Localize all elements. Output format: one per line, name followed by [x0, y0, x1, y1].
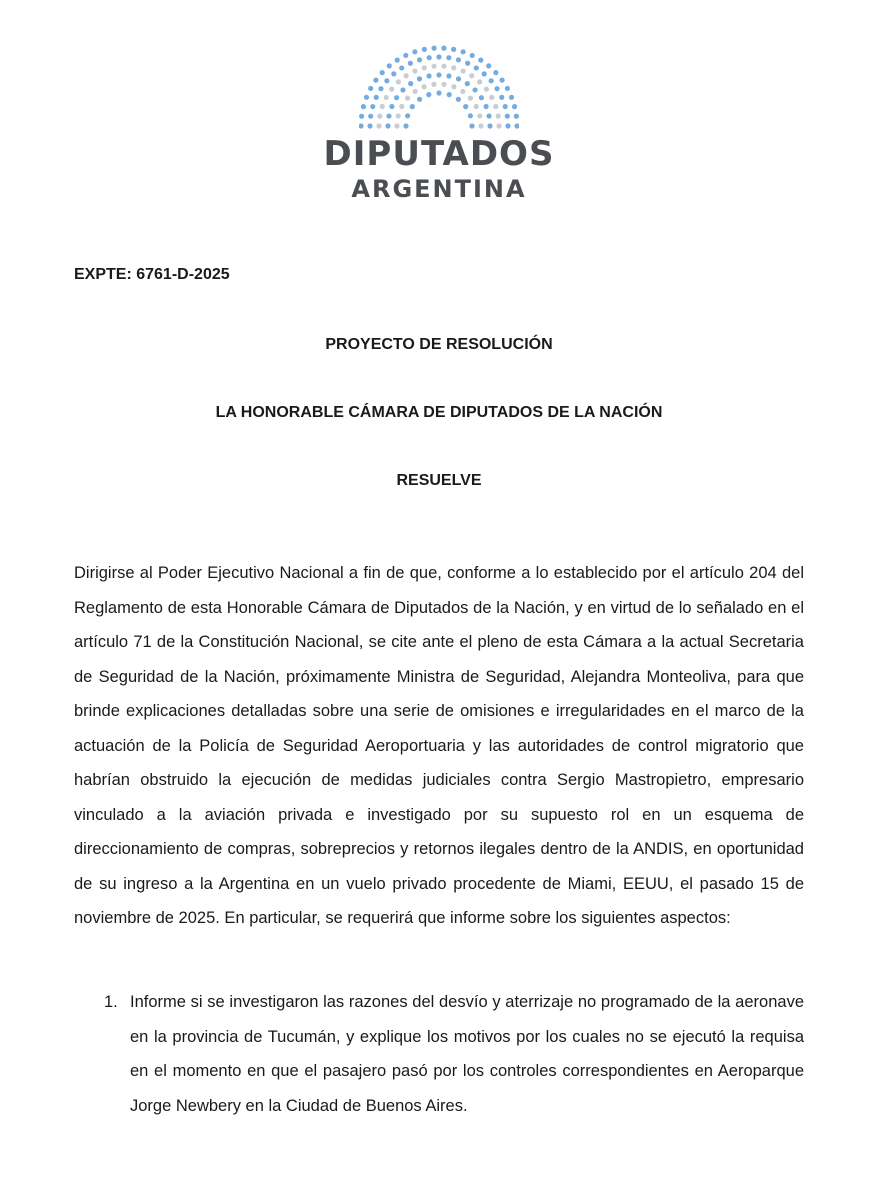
hemicycle-dot: [410, 104, 415, 109]
hemicycle-dot: [465, 61, 470, 66]
hemicycle-dot: [364, 95, 369, 100]
hemicycle-dot: [451, 47, 456, 52]
hemicycle-dot: [436, 72, 441, 77]
hemicycle-dot: [391, 71, 396, 76]
hemicycle-dot: [431, 64, 436, 69]
hemicycle-dot: [436, 54, 441, 59]
hemicycle-dot: [359, 114, 364, 119]
hemicycle-dot: [503, 104, 508, 109]
hemicycle-dot: [493, 70, 498, 75]
list-item-text: Informe si se investigaron las razones del desvío y aterrizaje no programado de la aeronave en la provincia de Tucumán, y explique los motivos por los cuales no se ejecutó la requisa en el momento en que el pasajero pasó por los controles correspondientes en Aeroparque Jorge Newbery en la Ciudad de Buenos Aires.: [130, 993, 804, 1115]
hemicycle-dot: [396, 79, 401, 84]
logo-title: DIPUTADOS: [323, 134, 555, 174]
hemicycle-dot: [484, 87, 489, 92]
hemicycle-dot: [405, 96, 410, 101]
hemicycle-dot: [422, 65, 427, 70]
hemicycle-dot: [478, 58, 483, 63]
hemicycle-dot: [400, 87, 405, 92]
hemicycle-dot: [431, 82, 436, 87]
hemicycle-dot: [441, 64, 446, 69]
hemicycle-dot: [399, 65, 404, 70]
hemicycle-dot: [405, 113, 410, 118]
hemicycle-dot: [487, 123, 492, 128]
hemicycle-dot: [374, 95, 379, 100]
hemicycle-dot: [404, 73, 409, 78]
hemicycle-dot: [478, 123, 483, 128]
hemicycle-dot: [461, 68, 466, 73]
hemicycle-dot: [417, 97, 422, 102]
hemicycle-dot: [456, 57, 461, 62]
hemicycle-dot: [367, 123, 372, 128]
hemicycle-dot: [368, 86, 373, 91]
hemicycle-dot: [496, 114, 501, 119]
hemicycle-dot: [436, 90, 441, 95]
hemicycle-dot: [412, 49, 417, 54]
hemicycle-dot: [426, 92, 431, 97]
hemicycle-dot: [456, 97, 461, 102]
hemicycle-dot: [472, 87, 477, 92]
hemicycle-dot: [385, 123, 390, 128]
resolves-heading: RESUELVE: [396, 472, 482, 489]
hemicycle-dot: [394, 95, 399, 100]
hemicycle-dot: [432, 46, 437, 51]
hemicycle-dot: [469, 123, 474, 128]
hemicycle-dot: [403, 123, 408, 128]
hemicycle-dot: [482, 71, 487, 76]
hemicycle-dot: [479, 95, 484, 100]
hemicycle-dot: [389, 87, 394, 92]
hemicycle-dot: [468, 96, 473, 101]
hemicycle-dot: [470, 53, 475, 58]
hemicycle-dot: [361, 104, 366, 109]
hemicycle-dot: [376, 123, 381, 128]
hemicycle-dot: [456, 76, 461, 81]
hemicycle-dot: [373, 78, 378, 83]
hemicycle-dot: [396, 113, 401, 118]
hemicycle-dot: [484, 104, 489, 109]
hemicycle-dot: [399, 104, 404, 109]
hemicycle-dot: [474, 104, 479, 109]
hemicycle-dot: [500, 78, 505, 83]
hemicycle-dot: [451, 65, 456, 70]
hemicycle-dot: [460, 89, 465, 94]
hemicycle-dot: [465, 81, 470, 86]
hemicycle-dot: [509, 95, 514, 100]
hemicycle-dot: [413, 89, 418, 94]
hemicycle-dot: [387, 63, 392, 68]
hemicycle-dot: [514, 114, 519, 119]
hemicycle-dot: [394, 123, 399, 128]
hemicycle-dot: [441, 82, 446, 87]
hemicycle-dot: [514, 123, 519, 128]
hemicycle-dot: [384, 95, 389, 100]
hemicycle-dot: [389, 104, 394, 109]
hemicycle-dot: [489, 78, 494, 83]
hemicycle-dot: [505, 123, 510, 128]
hemicycle-dot: [380, 70, 385, 75]
hemicycle-dot: [446, 73, 451, 78]
logo-subtitle: ARGENTINA: [351, 175, 527, 203]
hemicycle-dot: [427, 55, 432, 60]
hemicycle-dot: [451, 84, 456, 89]
hemicycle-dot: [380, 104, 385, 109]
hemicycle-dot: [489, 95, 494, 100]
hemicycle-dot: [417, 76, 422, 81]
request-list: [74, 985, 804, 1123]
hemicycle-dot: [422, 84, 427, 89]
hemicycle-dot: [441, 46, 446, 51]
hemicycle-dot: [474, 65, 479, 70]
hemicycle-dot: [447, 92, 452, 97]
hemicycle-dot: [486, 113, 491, 118]
hemicycle-dot: [368, 114, 373, 119]
diputados-logo: [0, 40, 878, 204]
hemicycle-dot: [505, 86, 510, 91]
hemicycle-dot: [499, 95, 504, 100]
hemicycle-dot: [378, 86, 383, 91]
hemicycle-dot: [469, 73, 474, 78]
hemicycle-dot: [359, 123, 364, 128]
hemicycle-dot: [403, 53, 408, 58]
hemicycle-dot: [370, 104, 375, 109]
hemicycle-dot: [426, 73, 431, 78]
hemicycle-dot: [494, 86, 499, 91]
hemicycle-dot: [461, 49, 466, 54]
hemicycle-dot: [512, 104, 517, 109]
hemicycle-dot: [377, 114, 382, 119]
hemicycle-dot: [446, 55, 451, 60]
hemicycle-dot: [422, 47, 427, 52]
hemicycle-logo-graphic: [359, 40, 519, 130]
hemicycle-dot: [468, 113, 473, 118]
hemicycle-dot: [496, 123, 501, 128]
hemicycle-dot: [408, 61, 413, 66]
hemicycle-dot: [477, 79, 482, 84]
list-item: [74, 985, 804, 1123]
hemicycle-dot: [386, 113, 391, 118]
hemicycle-dot: [395, 58, 400, 63]
expediente-number: EXPTE: 6761-D-2025: [74, 266, 230, 283]
resolution-body: Dirigirse al Poder Ejecutivo Nacional a fin de que, conforme a lo establecido por el artículo 204 del Reglamento de esta Honorable Cámara de Diputados de la Nación, y en virtud de lo señalado en el artículo 71 de la Constitución Nacional, se cite ante el pleno de esta Cámara a la actual Secretaria de Seguridad de la Nación, próximamente Ministra de Seguridad, Alejandra Monteoliva, para que brinde explicaciones detalladas sobre una serie de omisiones e irregularidades en el marco de la actuación de la Policía de Seguridad Aeroportuaria y las autoridades de control migratorio que habrían obstruido la ejecución de medidas judiciales contra Sergio Mastropietro, empresario vinculado a la aviación privada e investigado por su supuesto rol en un esquema de direccionamiento de compras, sobreprecios y retornos ilegales dentro de la ANDIS, en oportunidad de su ingreso a la Argentina en un vuelo privado procedente de Miami, EEUU, el pasado 15 de noviembre de 2025. En particular, se requerirá que informe sobre los siguientes aspectos:: [74, 564, 804, 927]
hemicycle-dot: [477, 113, 482, 118]
hemicycle-dot: [408, 81, 413, 86]
hemicycle-dot: [493, 104, 498, 109]
hemicycle-dot: [412, 68, 417, 73]
hemicycle-dot: [505, 114, 510, 119]
hemicycle-dot: [486, 63, 491, 68]
hemicycle-dot: [463, 104, 468, 109]
document-type-heading: PROYECTO DE RESOLUCIÓN: [325, 336, 553, 353]
hemicycle-dot: [417, 57, 422, 62]
hemicycle-dot: [384, 78, 389, 83]
chamber-heading: LA HONORABLE CÁMARA DE DIPUTADOS DE LA NACIÓN: [215, 404, 663, 421]
list-item-number: 1.: [104, 993, 118, 1011]
